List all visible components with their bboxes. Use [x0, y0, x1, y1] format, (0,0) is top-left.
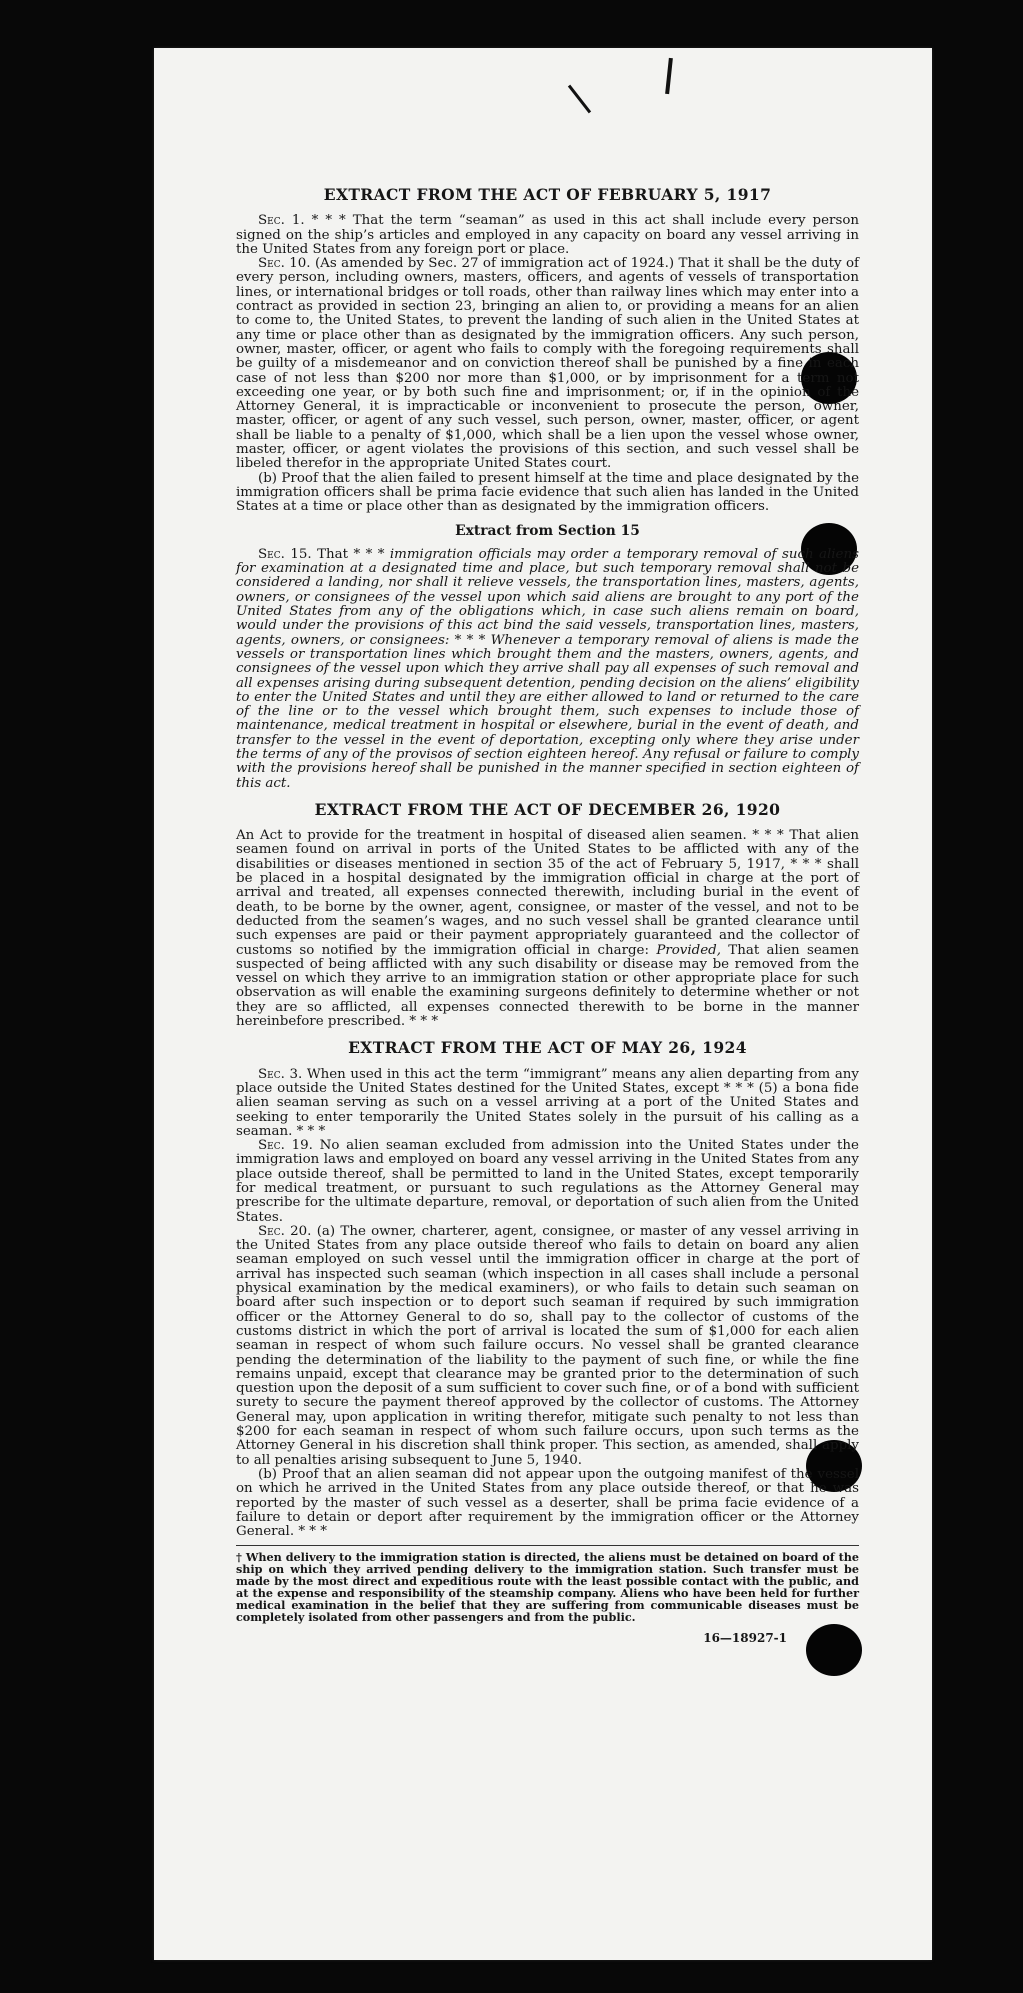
section-10: Sec. 10. (As amended by Sec. 27 of immigration act of 1924.) That it shall be the duty of every person, including owners, masters, officers, and agents of vessels of transportation lines, or international bridges or toll roads, other than railway lines which may enter into a contract as provided in section 23, bringing an alien to, or providing a means for an alien to come to, the United States, to prevent the landing of such alien in the United States at any time or place other than as designated by the immigration officers. Any such person, owner, master, officer, or agent who fails to comply with the foregoing requirements shall be guilty of a misdemeanor and on conviction thereof shall be punished by a fine in each case of not less than $200 nor more than $1,000, or by imprisonment for a term not exceeding one year, or by both such fine and imprisonment; or, if in the opinion of the Attorney General, it is impracticable or inconvenient to prosecute the person, owner, master, officer, or agent of any such vessel, such person, owner, master, officer, or agent shall be liable to a penalty of $1,000, which shall be a lien upon the vessel whose owner, master, officer, or agent violates the provisions of this section, and such vessel shall be libeled therefor in the appropriate United States court. [236, 256, 859, 472]
footnote: † When delivery to the immigration station is directed, the aliens must be detained on board of the ship on which they arrived pending delivery to the immigration station. Such transfer must be made by the most direct and expeditious route with the least possible contact with the public, and at the expense and responsibility of the steamship company. Aliens who have been held for further medical examination in the belief that they are suffering from communicable diseases must be completely isolated from other passengers and from the public. [236, 1550, 859, 1625]
heading-act-1920: EXTRACT FROM THE ACT OF DECEMBER 26, 1920 [314, 799, 781, 819]
document-page [154, 48, 932, 1960]
document-body [236, 185, 860, 1646]
scan-mark [665, 58, 673, 94]
section-20-b: (b) Proof that an alien seaman did not appear upon the outgoing manifest of the vessel on which he arrived in the United States from any place outside thereof, or that he was reported by the master of such vessel as a deserter, shall be prima facie evidence of a failure to detain or deport after requirement by the immigration officer or the Attorney General. * * * [236, 1466, 859, 1540]
section-3: Sec. 3. When used in this act the term “immigrant” means any alien departing from any place outside the United States destined for the United States, except * * * (5) a bona fide alien seaman serving as such on a vessel arriving at a port of the United States and seeking to enter temporarily the United States solely in the pursuit of his calling as a seaman. * * * [236, 1066, 859, 1139]
form-number: 16—18927-1 [703, 1631, 787, 1646]
section-1: Sec. 1. * * * That the term “seaman” as used in this act shall include every person signed on the ship’s articles and employed in any capacity on board any vessel arriving in the United States from any foreign port or place. [236, 213, 860, 257]
heading-act-1917: EXTRACT FROM THE ACT OF FEBRUARY 5, 1917 [323, 185, 772, 204]
section-10-b: (b) Proof that the alien failed to present himself at the time and place designated by the immigration officers shall be prima facie evidence that such alien has landed in the United States at a time or place other than as designated by the immigration officers. [236, 470, 859, 515]
scan-mark [568, 85, 591, 114]
section-20: Sec. 20. (a) The owner, charterer, agent, consignee, or master of any vessel arriving in the United States from any place outside thereof who fails to detain on board any alien seaman employed on such vessel until the immigration officer in charge at the port of arrival has inspected such seaman (which inspection in all cases shall include a personal physical examination by the medical examiners), or who fails to detain such seaman on board after such inspection or to deport such seaman if required by such immigration officer or the Attorney General to do so, shall pay to the collector of customs of the customs district in which the port of arrival is located the sum of $1,000 for each alien seaman in respect of whom such failure occurs. No vessel shall be granted clearance pending the determination of the liability to the payment of such fine, or while the fine remains unpaid, except that clearance may be granted prior to the determination of such question upon the deposit of a sum sufficient to cover such fine, or of a bond with sufficient surety to secure the payment thereof approved by the collector of customs. The Attorney General may, upon application in writing therefor, mitigate such penalty to not less than $200 for each seaman in respect of whom such failure occurs, upon such terms as the Attorney General in his discretion shall think proper. This section, as amended, shall apply to all penalties arising subsequent to June 5, 1940. [236, 1223, 859, 1468]
heading-act-1924: EXTRACT FROM THE ACT OF MAY 26, 1924 [348, 1038, 747, 1058]
heading-section-15: Extract from Section 15 [455, 522, 640, 539]
act-1920-text: An Act to provide for the treatment in hospital of diseased alien seamen. * * * That alien seamen found on arrival in ports of the United States to be afflicted with any of the disabilities or diseases mentioned in section 35 of the act of February 5, 1917, * * * shall be placed in a hospital designated by the immigration official in charge at the port of arrival and treated, all expenses connected therewith, including burial in the event of death, to be borne by the owner, agent, consignee, or master of the vessel, and not to be deducted from the seamen’s wages, and no such vessel shall be granted clearance until such expenses are paid or their payment appropriately guaranteed and the collector of customs so notified by the immigration official in charge: Provided, That alien seamen suspected of being afflicted with any such disability or disease may be removed from the vessel on which they arrive to an immigration station or other appropriate place for such observation as will enable the examining surgeons definitely to determine whether or not they are so afflicted, all expenses connected therewith to be borne in the manner hereinbefore prescribed. * * * [236, 828, 859, 1030]
section-19: Sec. 19. No alien seaman excluded from admission into the United States under the immigration laws and employed on board any vessel arriving in the United States from any place outside thereof, shall be permitted to land in the United States, except temporarily for medical treatment, or pursuant to such regulations as the Attorney General may prescribe for the ultimate departure, removal, or deportation of such alien from the United States. [236, 1138, 859, 1225]
footnote-divider [236, 1545, 859, 1546]
section-15: Sec. 15. That * * * immigration officials may order a temporary removal of such aliens for examination at a designated time and place, but such temporary removal shall not be considered a landing, nor shall it relieve vessels, the transportation lines, masters, agents, owners, or consignees of the vessel upon which said aliens are brought to any port of the United States from any of the obligations which, in case such aliens remain on board, would under the provisions of this act bind the said vessels, transportation lines, masters, agents, owners, or consignees: * * * Whenever a temporary removal of aliens is made the vessels or transportation lines which brought them and the masters, owners, agents, and consignees of the vessel upon which they arrive shall pay all expenses of such removal and all expenses arising during subsequent detention, pending decision on the aliens’ eligibility to enter the United States and until they are either allowed to land or returned to the care of the line or to the vessel which brought them, such expenses to include those of maintenance, medical treatment in hospital or elsewhere, burial in the event of death, and transfer to the vessel in the event of deportation, excepting only where they arise under the terms of any of the provisos of section eighteen hereof. Any refusal or failure to comply with the provisions hereof shall be punished in the manner specified in section eighteen of this act. [236, 546, 859, 791]
